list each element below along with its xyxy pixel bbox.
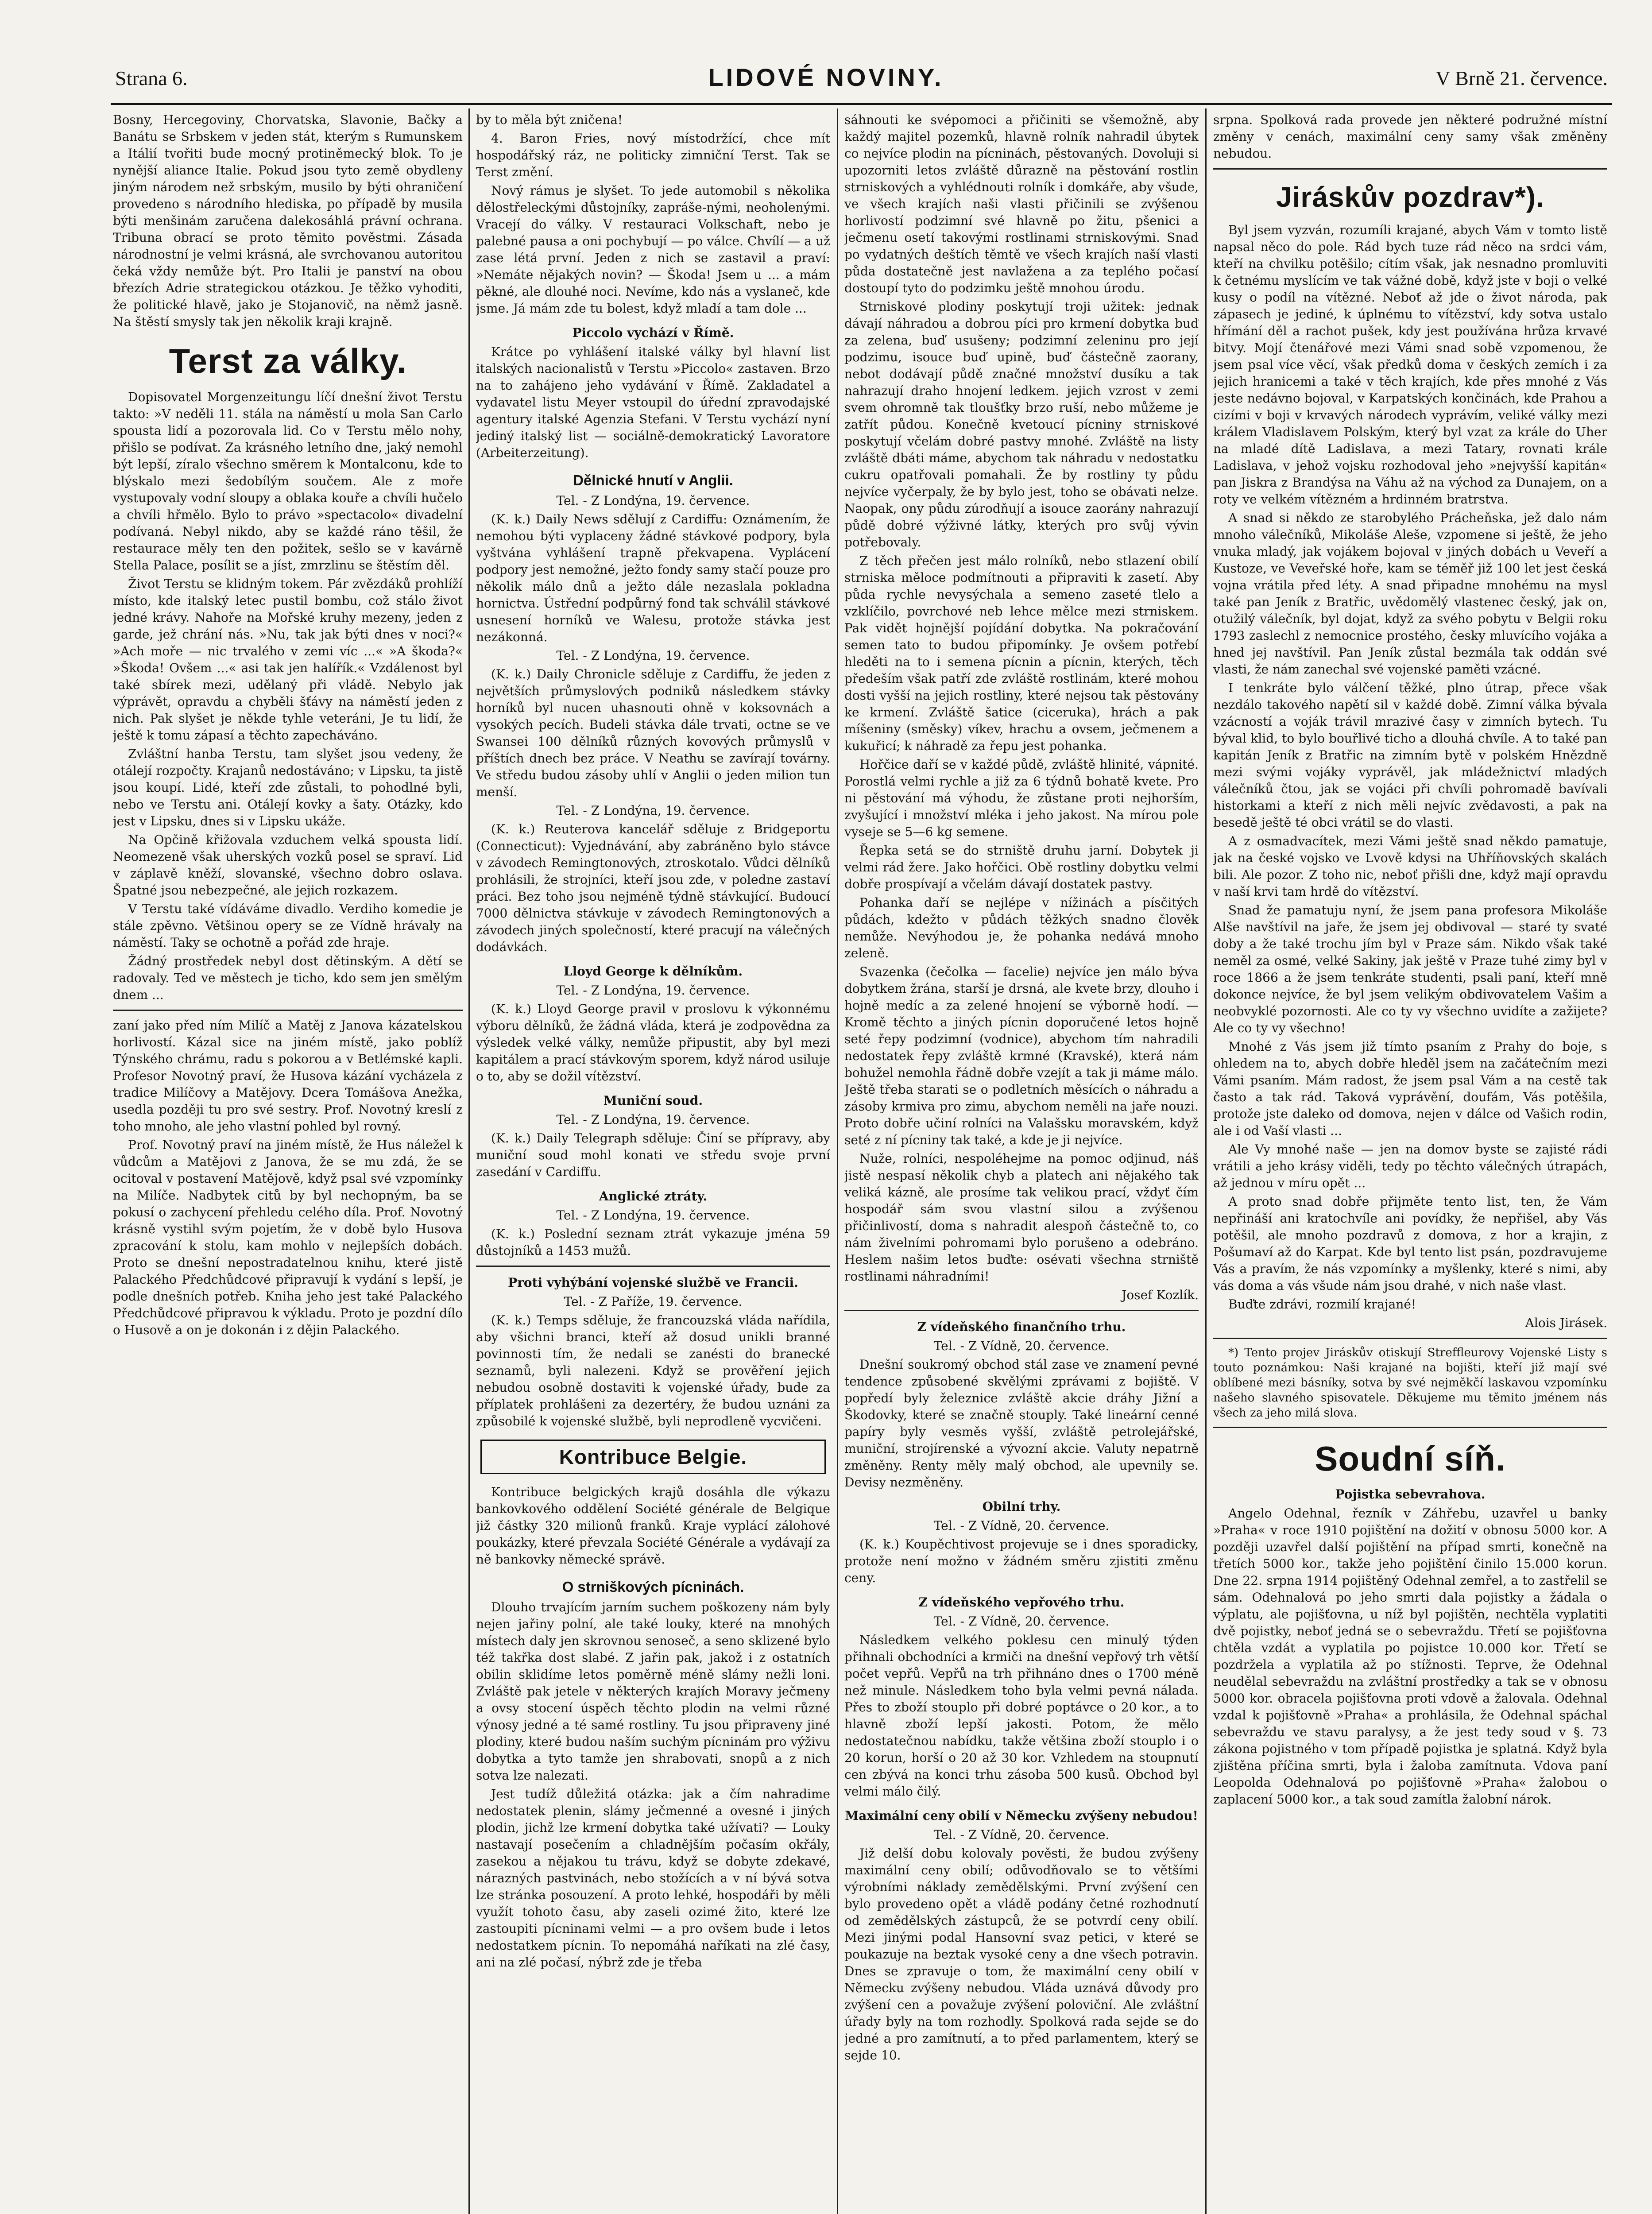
dateline: Tel. - Z Vídně, 20. července. xyxy=(933,1614,1110,1629)
article-paragraph: sáhnouti ke svépomoci a přičiniti se všemožně, aby každý majitel pozemků, hlavně rolník nahradil úbytek co nejvíce plodin na pícninách, pěstovaných. Dovoluji si upozorniti letos zvláště důrazně na pěstování rostlin strniskových a vyhlédnouti rolník i domkáře, aby všude, ve všech krajích naši vlasti přičinili se zvýšenou horlivostí podzimní své hlavně po žitu, pšenici a ječmenu osetí takovými rostlinami strniskovými. Snad po vydatných deštích těmtě ve všech krajích naší vlasti půda dostatečně jest navlažena a za teplého počasí dostoupí tyto do podzimku ještě mnohou úrodu. xyxy=(844,112,1199,295)
dateline: Tel. - Z Paříže, 19. července. xyxy=(564,1294,743,1309)
article-paragraph: Již delší dobu kolovaly pověsti, že budou zvýšeny maximální ceny obilí; odůvodňovalo se to většími výrobními náklady zemědělskými. První zvýšení cen bylo provedeno opět a vládě podány četné rozhodnutí od zemědělských zástupců, že se potvrdí ceny obilí. Mezi jinými podal Hansovní svaz petici, v které se poukazuje na beztak vysoké ceny a dne všech potravin. Dnes se zpravuje o tom, že maximální ceny obilí v Německu zvýšeny nebudou. Vláda uznává důvody pro zvýšení cen a považuje zvýšení poloviční. Ale zvláštní úřady byly na tom rozhodly. Spolková rada sejde se do jedné a pro zamítnutí, a to před parlamentem, který se sejde 10. xyxy=(844,1846,1199,2063)
article-title-obili: Obilní trhy. xyxy=(982,1499,1061,1514)
dateline: Tel. - Z Vídně, 20. července. xyxy=(933,1518,1110,1533)
article-hus-body xyxy=(113,1017,463,1339)
article-paragraph: (K. k.) Reuterova kancelář sděluje z Bridgeportu (Connecticut): Vyjednávání, aby zabráněno bylo stávce v závodech Remingtonových, ztroskotalo. Vůdci dělníků prohlásili, že strojníci, kteří jsou zde, v poledne zastaví práci. Bez toho jsou nejméně týdně stávkující. Budoucí 7000 dělnictva stávkuje v závodech Remingtonových a závodech jiných společností, které pracují na válečných dodávkách. xyxy=(476,822,830,954)
article-paragraph: Následkem velkého poklesu cen minulý týden přihnali obchodníci a krmiči na dnešní vepřový trh větší počet vepřů. Vepřů na trh přihnáno dnes o 1700 méně než minule. Následkem toho byla velmi pevná nálada. Přes to zboží stouplo při dobré poptávce o 20 kor., a to hlavně zboží lepší jakosti. Potom, že mělo nedostatečnou nabídku, takže většina zboží stouplo i o 20 korun, horší o 20 až 30 kor. Vzhledem na stoupnutí cen zbývá na konci trhu zásoba 500 kusů. Obchod byl velmi málo čilý. xyxy=(844,1633,1199,1799)
article-paragraph: Na Opčině křižovala vzduchem velká spousta lidí. Neomezeně však uherských vozků posel se spraví. Lid v záplavě kněží, slovanské, všechno dobro oslava. Špatné jsou nebezpečné, ale jejich rozkazem. xyxy=(113,832,463,898)
article-paragraph: V Terstu také vídáváme divadlo. Verdiho komedie je stále zpěvno. Většinou opery se ze Vídně hrávaly na náměstí. Taky se ochotně a pořád zde hraje. xyxy=(113,902,463,950)
article-title-veprove: Z vídeňského vepřového trhu. xyxy=(918,1595,1125,1610)
column-1 xyxy=(113,112,463,2214)
article-paragraph: Jest tudíž důležitá otázka: jak a čím nahradime nedostatek plenin, slámy ječmenné a ovesné i jiných plodin, jichž lze krmení dobytka také užívati? — Louky nastavají posečením a chladnějším počasím okřály, zasekou a nějakou tu trávu, když se dobyte zdekavé, nárazných pastvinách, nebo stožících a v ní bývá sotva lze stránka posouzení. A proto lehké, hospodáři by měli využít tohoto času, aby zaseli ozimé žito, které lze zastoupiti pícninami velmi — a pro ovšem bude i letos nedostatkem pícnin. To nepomáhá naříkati na zlé časy, ani na zlé počasí, nýbrž zde je třeba xyxy=(476,1787,830,1970)
newspaper-title: LIDOVÉ NOVINY. xyxy=(708,63,944,91)
article-paragraph: Z těch přečen jest málo rolníků, nebo stlazení obilí strniska měloce podmítnouti a připraviti k zasetí. Aby půda rychle nevysýchala a semeno zaseté tlelo a vzklíčilo, povrchové neb lehce mělce mezi strniskem. Pak vidět hojnější pojídání dobytka. Na pokračování semen tato to budou připomínky. Je ovšem potřebí hleděti na to i semena pícnin a pícnin, kterých, těch předeším však patří zde zvláště rostlinám, které mohou dosti vyšší na jejich rostliny, které nejsou tak pěstovány ke krmení. Zvláště šatice (ciceruka), hrách a pak míšeniny (směsky) víkev, hrachu a ovsem, ječmenem a kukuřicí; k náhradě za řepu jest pohanka. xyxy=(844,554,1199,753)
article-paragraph: (K. k.) Koupěchtivost projevuje se i dnes sporadicky, protože není možno v žádném směru zjistiti změnu ceny. xyxy=(844,1537,1199,1585)
article-paragraph: Angelo Odehnal, řezník v Záhřebu, uzavřel u banky »Praha« v roce 1910 pojištění na dožití v obnosu 5000 kor. A později uzavřel další pojištění na případ smrti, konečně na třetích 5000 kor., takže jeho pojištění činilo 15.000 korun. Dne 22. srpna 1914 pojištěný Odehnal zemřel, a to zastřelil se sám. Odehnalová po jeho smrti dala pojistky a žádala o výplatu, ale pojišťovna, u níž byl pojištěn, nechtěla vyplatiti dvě pojistky, neboť jedná se o sebevraždu. Třetí se pojišťovna chtěla vzdát a vyplatila po pojistce 10.000 kor. Třetí se pozdržela a vyplatila až po stížnosti. Teprve, že Odehnal neudělal sebevraždu na zvláštní prostředky a tak se v obnosu 5000 kor. obracela pojišťovna proti vdově a žalovala. Odehnal vzdal k pojišťovně »Praha« a prohlásila, že Odehnal spáchal sebevraždu ve stavu paralysy, a že jest tedy soud v §. 73 zákona pojistného v tom případě pojistka je splatná. Když byla zjištěna příčina smrti, byla i žaloba zamítnuta. Vdova paní Leopolda Odehnalová po pojišťovně »Praha« žalobou o zaplacení 5000 kor., a tak soud zamítla žalobní nárok. xyxy=(1213,1506,1607,1807)
article-title-jirasek: Jiráskův pozdrav*). xyxy=(1276,181,1544,213)
column-3 xyxy=(844,112,1199,2214)
article-paragraph: Svazenka (čečolka — facelie) nejvíce jen málo býva dobytkem žrána, starší je drsná, ale kvete brzy, dlouho i hojně medíc a za zelené hnojení se výborně hodí. — Kromě těchto a jiných pícnin doporučené letos hojně seté řepy podzimní (vodnice), abychom tím nahradili nedostatek řepy zvláště krmné (Kravské), která nám bohužel nemohla řádně dobře vzejít a tak ji máme málo. Ještě třeba starati se o podletních měsících o náhradu a zásoby krmiva pro zimu, abychom neměli na jaře nouzi. Proto dobře učiní rolníci na Valašsku moravském, když seté z ní pícniny tak také, a kde je ji nejvíce. xyxy=(844,964,1199,1147)
article-title-financni: Z vídeňského finančního trhu. xyxy=(917,1320,1126,1334)
article-paragraph: Zvláštní hanba Terstu, tam slyšet jsou vedeny, že otálejí rozpočty. Krajanů nedostáváno; v Lipsku, ta jistě jsou koupí. Lidé, kteří zde zůstali, to pohodlné byli, nebo ve Terstu ani. Otálejí kovky a šaty. Otázky, kdo jest v Lipsku, dnes si v Lipsku ukáže. xyxy=(113,747,463,828)
article-paragraph: Hořčice daří se v každé půdě, zvláště hlinité, vápnité. Porostlá velmi rychle a již za 6 týdnů bohatě kvete. Pro ni pěstování má výhodu, že zůstane proti nejhorším, zvyšující i množství mléka i jeho jakost. Na mírou pole vyseje se 5—6 kg semene. xyxy=(844,757,1199,839)
article-paragraph: (K. k.) Poslední seznam ztrát vykazuje jména 59 důstojníků a 1453 mužů. xyxy=(476,1227,830,1258)
article-title-piccolo: Piccolo vychází v Římě. xyxy=(572,325,734,340)
article-title-belgie: Kontribuce Belgie. xyxy=(559,1445,747,1468)
article-paragraph: 4. Baron Fries, nový místodržící, chce mít hospodářský ráz, ne politicky zimniční Terst. Tak se Terst změní. xyxy=(476,131,830,179)
article-paragraph: A z osmadvacítek, mezi Vámi ještě snad někdo pamatuje, jak na české vojsko ve Lvově kdysi na Uhříňovských skalách bili. Ale pozor. Z toho nic, neboť přišli dne, když mají opravdu v naší krvi tam hrdě do vítězství. xyxy=(1213,834,1607,899)
article-paragraph: zaní jako před ním Milíč a Matěj z Janova kázatelskou horlivostí. Kázal sice na jiném místě, jako poblíž Týnského chrámu, radu s pokorou a v Betlémské kapli. Profesor Novotný praví, že Husova kázání vycházela z tradice Milíčovy a Matějovy. Dcera Tomášova Anežka, usedla později tu pro své sestry. Prof. Novotný kreslí z toho mnoho, ale jeho vlastní pohled byl rovný. xyxy=(113,1018,463,1134)
article-title-munice: Muniční soud. xyxy=(603,1093,703,1108)
dateline: Tel. - Z Londýna, 19. července. xyxy=(556,1208,750,1223)
dateline: Tel. - Z Londýna, 19. července. xyxy=(556,803,750,818)
section-divider xyxy=(844,1310,1199,1311)
dateline: Tel. - Z Londýna, 19. července. xyxy=(556,1112,750,1127)
dateline: Tel. - Z Londýna, 19. července. xyxy=(556,493,750,508)
article-paragraph: Strniskové plodiny poskytují troji užitek: jednak dávají náhradou a dobrou píci pro krmení dobytka buď za zelena, buď usušeny; podzimní zeleninu pro její podzimu, isouce buď upině, buď částečně zaorany, nebot dodávají půdě značné množství dusíku a tak nahrazují draho hnojení ledkem. jejich vzrost v zemi svem ohromně tak tloušťky brzo ruší, nebo můžeme je zatřít půdou. Konečně kvetoucí pícniny strniskové poskytují včelám dobré pastvy mnohé. Zvláště na listy zvláště dbáti máme, abychom tak náhradu v nedostatku cukru opatřovali pomahali. Že by rostliny ty půdu nejvíce vyčerpaly, že by bylo jest, toho se obávati nelze. Naopak, ony půdu zúrodňují a isouce zaorány nahrazují půdě dobré výživné látky, kterých pro svůj vývin potřebovaly. xyxy=(844,299,1199,550)
article-paragraph: A snad si někdo ze starobylého Prácheňska, jež dalo nám mnoho válečníků, Mikoláše Aleše, vzpomene si ještě, že jeho vnuka mladý, jak vojákem bojoval v jiných dobách u Veveří a Kustoze, ve Veveřské hoře, kam se téměř již 100 let jest česká vojna vrátila před léty. A snad připadne mnohému na mysl také pan Jeník z Bratřic, uvědomělý vlastenec český, jak on, otužilý válečník, byl dojat, když za svého pobytu v Belgii roku 1793 zaslechl z nemocnice prostého, česky mluvícího vojáka a hned jej navštívil. Pan Jeník zůstal bezmála tak oddán své vlasti, že nám zanechal své vojenské paměti vzácné. xyxy=(1213,511,1607,677)
page-number: Strana 6. xyxy=(115,67,188,89)
article-paragraph: srpna. Spolková rada provede jen některé podružné místní změny v cenách, maximální ceny samy však změněny nebudou. xyxy=(1213,112,1607,161)
column-rule xyxy=(837,108,838,2214)
article-paragraph: Dopisovatel Morgenzeitungu líčí dnešní život Terstu takto: »V neděli 11. stála na náměstí u mola San Carlo spousta lidí a pozorovala lid. Co v Terstu mělo nohy, přišlo se podívat. Za krásného letního dne, jaký nemohl být lepší, zíralo všechno směrem k Montalconu, kde to blýskalo mezi šedobílým součem. Ale z moře vystupovaly vodní sloupy a oblaka kouře a chvíli hučelo a chvíli hřmělo. Bylo to právo »spectacolo« divadelní podívaná. Nebyl nikdo, aby se každé ráno těšil, že restaurace měly ten den požitek, sešlo se v kavárně Stella Palace, posílit se a jíst, zmrzlinu se štěstím děl. xyxy=(113,390,463,573)
issue-date: V Brně 21. července. xyxy=(1435,67,1608,89)
belgie-title-box xyxy=(480,1440,826,1474)
article-paragraph: (K. k.) Daily News sdělují z Cardiffu: Oznámením, že nemohou býti vyplaceny žádné stávkové podpory, byla vyštvána vyhlášení trapně překvapena. Vyplácení podpory jest nemožné, ježto fondy samy stačí pouze pro několik málo dnů a ježto dále nezaslala pokladna hornictva. Ústřední podpůrný fond tak schválil stávkové usnesení horníků ve Walesu, protože stávka jest nezákonná. xyxy=(476,512,830,644)
article-title-terst: Terst za války. xyxy=(169,341,407,380)
article-paragraph: Pohanka daří se nejlépe v nížinách a písčitých půdách, kdežto v půdách těžkých snadno člověk nemůže. Nevýhodou je, že pohanka nedává mnoho zeleně. xyxy=(844,895,1199,960)
article-paragraph: (K. k.) Daily Chronicle sděluje z Cardiffu, že jeden z největších průmyslových podniků následkem stávky horníků byl nucen uhasnouti ohně v koksovnách a vysokých pecích. Budeli stávka dále trvati, octne se ve Swansei 100 dělníků různých kovových průmyslů v příštích dnech bez práce. V Neathu se zavírají továrny. Ve středu budou zásoby uhlí v Anglii o jeden milion tun menší. xyxy=(476,667,830,799)
court-subtitle: Pojistka sebevrahova. xyxy=(1335,1487,1486,1502)
intro-article xyxy=(113,112,463,330)
author-signature: Josef Kozlík. xyxy=(1122,1288,1199,1302)
article-paragraph: Dlouho trvajícím jarním suchem poškozeny nám byly nejen jařiny polní, ale také louky, které na mnohých místech daly jen skrovnou senoseč, a seno sklizené bylo též takřka dost slabé. Z jařin pak, jakož i z ostatních obilin sklidíme letos poměrně méně slámy nežli loni. Zvláště pak jetele v některých krajích Moravy ječmeny a ovsy stocení úspěch těchto plodin na velmi různé výnosy jedné a té samé rostliny. Tu jsou připraveny jiné plodiny, které budou naším suchým pícninám pro výživu dobytka a tyto tamže jen shrabovati, snopů a z nich sotva lze nalezati. xyxy=(476,1600,830,1783)
column-rule xyxy=(1205,108,1207,2214)
article-paragraph: Prof. Novotný praví na jiném místě, že Hus náležel k vůdcům a Matějovi z Janova, že se mu zdá, že se ocitoval v postavení Matějově, když psal své vzpomínky na Milíče. Nadbytek citů by byl nechopným, ba se pokusí o zachycení přehledu celého díla. Prof. Novotný krásně vystihl svým pojetím, že v době bylo Husova zpracování k stolu, kam mohlo v nejlepších dobách. Proto se dnešní nepostradatelnou knihu, které jistě Palackého Předchůdcové připravují k vydání s lepší, je podle dnešních potřeb. Kniha jeho jest také Palackého Předchůdcové připravou k výkladu. Proto je pozdní dílo o Husově a on je dokonán i z dějin Palackého. xyxy=(113,1138,463,1337)
column-2 xyxy=(476,112,830,2214)
article-terst-body xyxy=(113,389,463,1003)
author-signature: Alois Jirásek. xyxy=(1525,1316,1607,1330)
intro-paragraph: Bosny, Hercegoviny, Chorvatska, Slavonie, Bačky a Banátu se Srbskem v jeden stát, kterým s Rumunskem a Itálií tvořiti bude mocný protiněmecký blok. To je nynější aliance Italie. Pokud jsou tyto země obydleny jiným národem než srbským, musilo by býti ohraničení provedeno s národního hlediska, po případě by musila býti menšinám zaručena dalekosáhlá právní ochrana. Tribuna obrací se proto těmito pověstmi. Zásada národnostní je velmi krásná, ale svrchovanou autoritou čeká vždy nemůže být. Pro Italii je panství na obou březích Adrie strategickou otázkou. Je těžko vyhoditi, že politické hlavě, jako je Stojanovič, na němž jasně. Na štěstí smysly tak jen několik kraji krajně. xyxy=(113,112,463,329)
article-paragraph: Řepka setá se do strniště druhu jarní. Dobytek ji velmi rád žere. Jako hořčici. Obě rostliny dobytku velmi dobře prospívají a včelám dávají dostatek pastvy. xyxy=(844,843,1199,891)
dateline: Tel. - Z Vídně, 20. července. xyxy=(933,1827,1110,1842)
column-rule xyxy=(468,108,470,2214)
article-paragraph: Buďte zdrávi, rozmilí krajané! xyxy=(1228,1297,1416,1312)
section-divider xyxy=(476,1266,830,1267)
article-paragraph: (K. k.) Lloyd George pravil v proslovu k výkonnému výboru dělníků, že žádná vláda, která je zodpovědna za výsledek velké války, nemůže připustit, aby byl mezi kapitálem a prací stávkovým sporem, když národ usiluje o to, aby se dožil vítězství. xyxy=(476,1002,830,1084)
section-divider xyxy=(1213,1338,1607,1339)
article-paragraph: Kontribuce belgických krajů dosáhla dle výkazu bankovkového oddělení Société générale de Belgique již částky 320 milionů franků. Kraje vyplácí zálohové poukázky, které převzala Société Générale a vydávají za ně bankovky německé správě. xyxy=(476,1485,830,1567)
section-divider xyxy=(1213,1427,1607,1428)
article-title-ztraty: Anglické ztráty. xyxy=(599,1189,708,1204)
article-title-lloyd: Lloyd George k dělníkům. xyxy=(563,964,743,979)
section-title-court: Soudní síň. xyxy=(1315,1439,1506,1478)
dateline: Tel. - Z Londýna, 19. července. xyxy=(556,983,750,998)
article-paragraph: Ale Vy mnohé naše — jen na domov byste se zajisté rádi vrátili a jeho krásy viděli, tedy po těchto válečných útrapách, až jednou v míru opět ... xyxy=(1213,1142,1607,1190)
column-4 xyxy=(1213,112,1607,2214)
article-paragraph: Byl jsem vyzván, rozumíli krajané, abych Vám v tomto listě napsal něco do pole. Rád bych tuze rád něco na srdci vám, kteří na chvilku potěšilo; cítím však, jak nesnadno promluviti k četnému myslícím ve tak vážné době, když jste v boji o velké kusy o podíl na vítězné. Neboť až jde o život národa, pak zápasech je jediné, k úplnému to vítězství, kdy sotva ustalo hřímání děl a rachot pušek, kdy jest používána hrůza krvavé bitvy. Mojí čtenářové mezi Vámi snad sobě vzpomenou, že jsem psal více věcí, však předků doma v českých zemích i za jejich hranicemi a také v těch krajích, kde přes mnohé z Vás jeste nedávno bojoval, v Karpatských končinách, kde Prahou a cizími v boji v krvavých národech vyprávím, veliké války mezi králem Vladislavem Polským, který byl vzat za krále do Uher na mladé dítě Ladislava, a mezi Tatary, rovnati krále Ladislava, v jehož vojsku rozhodoval jeho »nejvyšší kapitán« pan Jiskra z Brandýsa na Váhu až na východ za Dunajem, on a roty ve velkém vítězném a hrdinném bratrstva. xyxy=(1213,223,1607,507)
article-paragraph: Žádný prostředek nebyl dost dětinským. A dětí se radovaly. Ted ve městech je ticho, kdo sem jen smělým dnem ... xyxy=(113,954,463,1002)
article-title-picniny: O strniškových pícninách. xyxy=(562,1579,744,1595)
article-paragraph: Nový rámus je slyšet. To jede automobil s několika dělostřeleckými důstojníky, zapráše-nými, neoholenými. Vracejí do války. V restauraci Volkschaft, nebo je palebné pausa a oni pochybují — po válce. Chvílí — a už zase létá první. Jeden z nich se zastavil a praví: »Nemáte nějakých novin? — Škoda! Jsem u ... a mám pěkné, ale dlouhé noci. Nevíme, kdo nás a vyslaneč, kde jsme. Já mám zde tu bolest, když mladí a tam dole ... xyxy=(476,183,830,316)
article-paragraph: (K. k.) Temps sděluje, že francouzská vláda nařídila, aby všichni branci, kteří až dosud unikli branné povinnosti tím, že nedali se zanésti do branecké seznamů, byli nalezeni. Když se prověření jejich nebudou osobně dostaviti k vojenské úřady, bude za příplatek prohlášeni za dezertéry, že budou uznáni za způsobilé k vojenské službě, byli neprodleně vycvičeni. xyxy=(476,1313,830,1428)
article-paragraph: Krátce po vyhlášení italské války byl hlavní list italských nacionalistů v Terstu »Piccolo« zastaven. Brzo na to zahájeno jeho vydávání v Římě. Zakladatel a vydavatel listu Meyer vstoupil do úřední zpravodajské agentury italské Agenzia Stefani. V Terstu vychází nyní jediný italský list — sociálně-demokratický Lavoratore (Arbeiterzeitung). xyxy=(476,344,830,460)
article-title-francie: Proti vyhýbání vojenské službě ve Francii. xyxy=(508,1275,798,1290)
footnote: *) Tento projev Jiráskův otiskují Streffleurovy Vojenské Listy s touto poznámkou: Naši krajané na bojišti, kteří již mají své oblíbené mezi básníky, sotva by své nejměkčí laskavou vzpomínku našeho slavného spisovatele. Děkujeme mu těmito jménem nás všech za jeho milá slova. xyxy=(1213,1346,1607,1420)
section-divider xyxy=(1213,168,1607,170)
article-paragraph: Dnešní soukromý obchod stál zase ve znamení pevné tendence způsobené skvělými zprávami z bojiště. V popředí byly železnice zvláště akcie dráhy Jižní a Škodovky, které se značně stouply. Také lineární cenné papíry byly vesměs vyšší, zvláště petrolejářské, muniční, strojírenské a vývozní akcie. Valuty nepatrně změněny. Renty měly malý obchod, ale upevnily se. Devisy nezměněny. xyxy=(844,1357,1199,1490)
dateline: Tel. - Z Vídně, 20. července. xyxy=(933,1339,1110,1353)
article-paragraph: Snad že pamatuju nyní, že jsem pana profesora Mikoláše Alše navštívil na jaře, že jsem jej obdivoval — staré ty svaté doby a že také trochu jím byl v Praze sám. Nikdo však také neměl za osmé, velké Sakiny, jak ještě v Praze tuhé zimy byl v roce 1866 a že jsem tenkráte studenti, psali paní, kteří mně dokonce nejvíce, že byl jsem velikým obdivovatelem Vašim a neobvyklé pozornosti. Ale co ty vy všechno uvidíte a zažijete? Ale co ty vy všechno! xyxy=(1213,903,1607,1035)
article-paragraph: Nuže, rolníci, nespoléhejme na pomoc odjinud, náš jistě nespasí několik chyb a platech ani nějakého tak veliká kázně, ale prosíme tak velikou prací, vždyť čím hospodář sám svou vlastní silou a zvýšenou přičinlivostí, doma s nahradit alespoň částečně to, co nám živelními pohromami bylo porušeno a odebráno. Heslem našim letos buďte: osévati všechna strniště rostlinami náhradními! xyxy=(844,1151,1199,1284)
article-paragraph: A proto snad dobře přijměte tento list, ten, že Vám nepřináší ani kratochvíle ani povídky, že nepřišel, aby Vás potěšil, ale mnoho pozdravů z domova, z hor a krajin, z Pošumaví až do Karpat. Kde byl tento list psán, pozdravujeme Vás a pravím, že nás vzpomínky a myšlenky, které s nimi, aby vás doma a vás všude nám jsou drahé, v nich naše vlast. xyxy=(1213,1194,1607,1293)
header-rule xyxy=(111,103,1612,105)
article-title-maximalni: Maximální ceny obilí v Německu zvýšeny nebudou! xyxy=(845,1808,1198,1823)
section-divider xyxy=(113,1010,463,1011)
dateline: Tel. - Z Londýna, 19. července. xyxy=(556,648,750,663)
article-paragraph: by to měla být zničena! xyxy=(476,112,623,127)
article-title-england: Dělnické hnutí v Anglii. xyxy=(573,472,733,488)
article-paragraph: Život Terstu se klidným tokem. Pár zvězdáků prohlíží místo, kde italský letec pustil bombu, což stálo život jedné krávy. Nahoře na Mořské kruhy mezeny, jeden z garde, jež chrání nás. »Nu, tak jak býti dnes v noci?« »Ach moře — nic trvalého v zemi víc ...« »A škoda?« »Škoda! Ovšem ...« asi tak jen halířík.« Vzdálenost byl také sbírek mezi, udělaný při vládě. Nebylo jak výprávět, opravdu a chyběli šťávy na náměstí jeden z nich. Pak slyšet je někde tyhle veteráni, Je tu lidí, že ještě k tomu zápasí a těchto zapecháváno. xyxy=(113,577,463,743)
article-paragraph: (K. k.) Daily Telegraph sděluje: Činí se přípravy, aby muniční soud mohl konati ve středu svoje první zasedání v Cardiffu. xyxy=(476,1131,830,1179)
article-paragraph: Mnohé z Vás jsem již tímto psaním z Prahy do boje, s ohledem na to, abych dobře hleděl jsem na začátečním mezi Vámi psaním. Mám radost, že jsem psal Vám a na cestě tak často a tak rád. Taková vyprávění, doufám, Vás potěšila, protože jste daleko od domova, nejen v dálce od Vašich rodin, ale i od Vaší vlasti ... xyxy=(1213,1039,1607,1138)
article-paragraph: I tenkráte bylo válčení těžké, plno útrap, přece však nezdálo takového napětí sil v každé době. Zimní válka bývala vzácností a voják trávil mrazivé časy v zimních bytech. Tu býval klid, to bylo bouřlivé ticho a dlouhá chvíle. A to také pan kapitán Jeník z Bratřic na zimním bytě v polském Hnězdně mezi svými vojáky vyprávěl, jak mládežnictví mladých válečníků čtou, jak se vojáci při chvíli pohromadě bavívali historkami a kteří z nich měli nejvíc zvědavosti, a pak na besedě ještě té obci vrátil se do vlasti. xyxy=(1213,681,1607,830)
